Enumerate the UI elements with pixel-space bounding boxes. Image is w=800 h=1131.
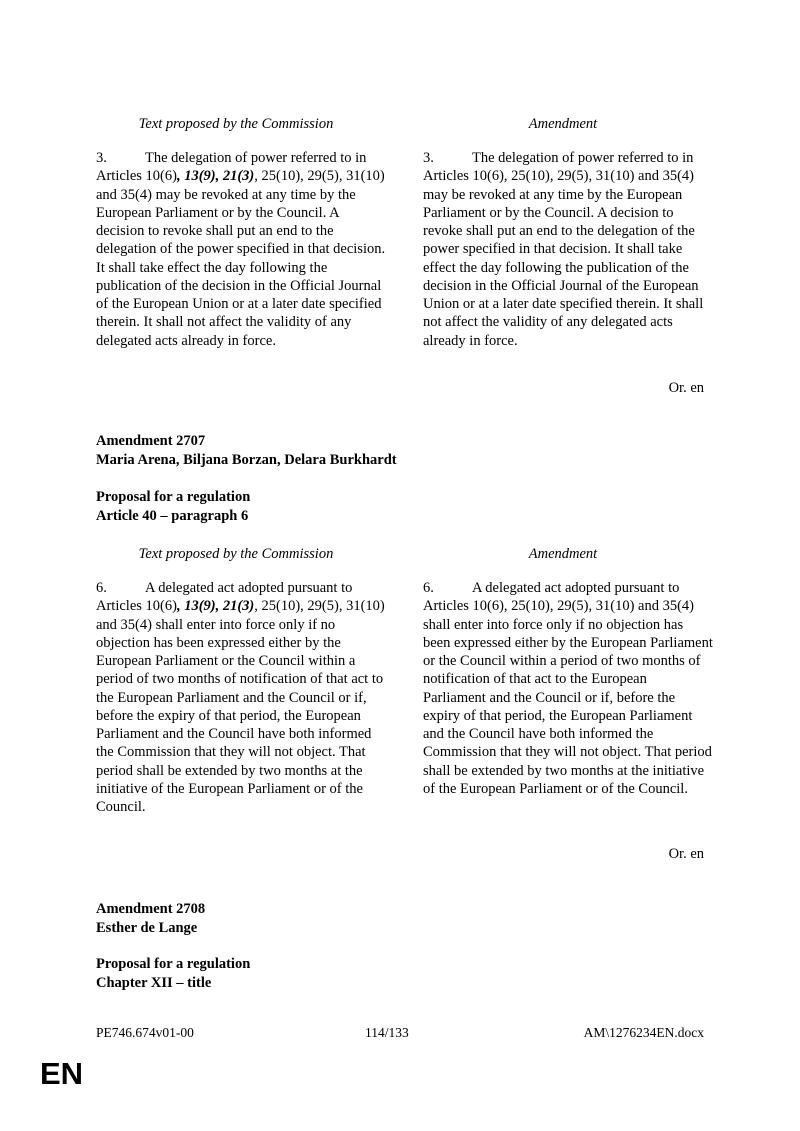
proposal-label: Proposal for a regulation xyxy=(96,956,251,972)
column-header-commission: Text proposed by the Commission xyxy=(138,116,334,132)
text-segment: The delegation of power referred to in Articles 10(6) xyxy=(96,150,367,185)
amendment-number: Amendment 2707 xyxy=(96,433,206,449)
amendment-2707-header xyxy=(96,432,397,469)
amendment-2708-reference xyxy=(96,955,250,992)
paragraph-number: 6. xyxy=(96,580,107,596)
original-language-note: Or. en xyxy=(668,380,704,396)
article-reference: Chapter XII – title xyxy=(96,974,212,991)
column-header-commission: Text proposed by the Commission xyxy=(138,546,334,562)
paragraph-number: 3. xyxy=(423,150,434,166)
footer-page-number: 114/133 xyxy=(365,1025,409,1040)
paragraph-number: 3. xyxy=(96,150,107,166)
text-segment: A delegated act adopted pursuant to Articles 10(6) xyxy=(96,580,353,615)
footer-document-reference: PE746.674v01-00 xyxy=(96,1025,194,1040)
amendment-2707-reference xyxy=(96,488,250,525)
column-header-amendment: Amendment xyxy=(528,546,598,562)
text-segment: , 25(10), 29(5), 31(10) and 35(4) may be revoked at any time by the European Parliament or by the Council. A decision to revoke shall put an end to the delegation of the power specified in that decision. It shall take effect the day following the publication of the decision in the Official Journal of the European Union or at a later date specified therein. It shall not affect the validity of any delegated acts already in force. xyxy=(96,168,386,349)
amendment-authors: Maria Arena, Biljana Borzan, Delara Burkhardt xyxy=(96,451,397,468)
amendment-text-paragraph-6 xyxy=(423,579,713,798)
amendment-authors: Esther de Lange xyxy=(96,919,198,936)
commission-text-paragraph-6 xyxy=(96,579,386,816)
proposal-label: Proposal for a regulation xyxy=(96,489,251,505)
deleted-text-highlight: , 13(9), 21(3) xyxy=(176,168,255,185)
deleted-text-highlight: , 13(9), 21(3) xyxy=(176,598,255,615)
text-segment: , 25(10), 29(5), 31(10) and 35(4) shall enter into force only if no objection has been expressed either by the European Parliament or the Council within a period of two months of notification of that act to the European Parliament and the Council or if, before the expiry of that period, the European Parliament and the Council have both informed the Commission that they will not object. That period shall be extended by two months at the initiative of the European Parliament or of the Council. xyxy=(96,598,385,815)
article-reference: Article 40 – paragraph 6 xyxy=(96,507,249,524)
original-language-note: Or. en xyxy=(668,846,704,862)
amendment-2708-header xyxy=(96,900,205,937)
column-header-amendment: Amendment xyxy=(528,116,598,132)
commission-text-paragraph-3 xyxy=(96,149,386,350)
language-badge: EN xyxy=(40,1056,84,1091)
text-segment: The delegation of power referred to in Articles 10(6), 25(10), 29(5), 31(10) and 35(4) may be revoked at any time by the European Parliament or by the Council. A decision to revoke shall put an end to the delegation of the power specified in that decision. It shall take effect the day following the publication of the decision in the Official Journal of the European Union or at a later date specified therein. It shall not affect the validity of any delegated acts already in force. xyxy=(423,150,704,349)
text-segment: A delegated act adopted pursuant to Articles 10(6), 25(10), 29(5), 31(10) and 35(4) shall enter into force only if no objection has been expressed either by the European Parliament or the Council within a period of two months of notification of that act to the European Parliament and the Council or if, before the expiry of that period, the European Parliament and the Council have both informed the Commission that they will not object. That period shall be extended by two months at the initiative of the European Parliament or of the Council. xyxy=(423,580,713,797)
amendment-number: Amendment 2708 xyxy=(96,901,206,917)
paragraph-number: 6. xyxy=(423,580,434,596)
amendment-text-paragraph-3 xyxy=(423,149,713,350)
footer-file-name: AM\1276234EN.docx xyxy=(583,1025,704,1040)
